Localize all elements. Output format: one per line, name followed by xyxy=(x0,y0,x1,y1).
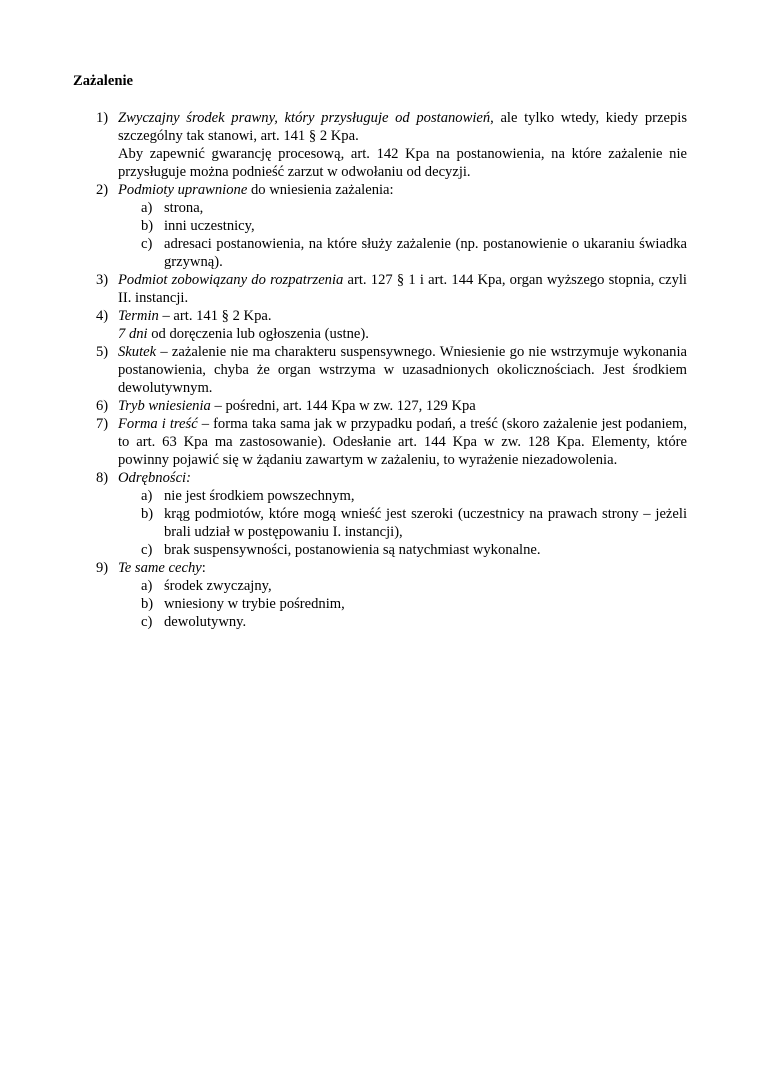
sub-item-text: dewolutywny. xyxy=(164,614,247,630)
list-item-number: 3) xyxy=(96,272,109,288)
sub-list-item xyxy=(118,487,687,505)
list-item-text xyxy=(118,343,687,397)
sub-item-text: krąg podmiotów, które mogą wnieść jest szeroki (uczestnicy na prawach strony – jeżeli brali udział w postępowaniu I. instancji), xyxy=(164,506,687,540)
list-item-text xyxy=(118,559,687,577)
item-extra-term: 7 dni xyxy=(118,326,148,342)
list-item-5 xyxy=(73,343,687,397)
sub-item-letter: c) xyxy=(141,614,153,630)
sub-item-letter: c) xyxy=(141,236,153,252)
item-description: do wniesienia zażalenia: xyxy=(247,182,394,198)
list-item-number: 2) xyxy=(96,182,109,198)
item-description: – art. 141 § 2 Kpa. xyxy=(158,308,272,324)
item-description: – zażalenie nie ma charakteru suspensywnego. Wniesienie go nie wstrzymuje wykonania postanowienia, chyba że organ wstrzyma w uzasadnionych okolicznościach. Jest środkiem dewolutywnym. xyxy=(118,344,687,396)
sub-item-text: brak suspensywności, postanowienia są natychmiast wykonalne. xyxy=(164,542,541,558)
sub-item-text: adresaci postanowienia, na które służy zażalenie (np. postanowienie o ukaraniu świadka grzywną). xyxy=(164,236,687,270)
sub-item-letter: a) xyxy=(141,200,153,216)
list-item-text xyxy=(118,397,687,415)
list-item-text xyxy=(118,271,687,307)
sub-list-item xyxy=(118,595,687,613)
sub-item-letter: a) xyxy=(141,578,153,594)
list-item-number: 7) xyxy=(96,416,109,432)
item-term: Podmioty uprawnione xyxy=(118,182,248,198)
item-description: , ale tylko wtedy, kiedy przepis szczególny tak stanowi, art. 141 § 2 Kpa. xyxy=(118,110,687,144)
list-item-extra xyxy=(118,325,687,343)
list-item-text xyxy=(118,307,687,325)
numbered-list xyxy=(73,109,687,631)
item-extra-description: od doręczenia lub ogłoszenia (ustne). xyxy=(147,326,369,342)
item-term: Zwyczajny środek prawny, który przysługuje od postanowień xyxy=(118,110,491,126)
sub-item-text: wniesiony w trybie pośrednim, xyxy=(164,596,345,612)
sub-item-text: strona, xyxy=(164,200,204,216)
sub-item-letter: b) xyxy=(141,218,154,234)
sub-list-item xyxy=(118,217,687,235)
item-description: : xyxy=(201,560,206,576)
list-item-number: 8) xyxy=(96,470,109,486)
item-term: Skutek xyxy=(118,344,157,360)
sub-list-item xyxy=(118,199,687,217)
item-term: Tryb wniesienia xyxy=(118,398,211,414)
list-item-3 xyxy=(73,271,687,307)
item-description: – pośredni, art. 144 Kpa w zw. 127, 129 Kpa xyxy=(210,398,476,414)
list-item-2 xyxy=(73,181,687,271)
list-item-6 xyxy=(73,397,687,415)
item-term: Te same cechy xyxy=(118,560,202,576)
list-item-8 xyxy=(73,469,687,559)
list-item-number: 1) xyxy=(96,110,109,126)
list-item-text xyxy=(118,181,687,199)
sub-list-item xyxy=(118,577,687,595)
sub-item-text: nie jest środkiem powszechnym, xyxy=(164,488,355,504)
list-item-7 xyxy=(73,415,687,469)
list-item-9 xyxy=(73,559,687,631)
sub-list-item xyxy=(118,541,687,559)
list-item-text xyxy=(118,415,687,469)
document-title: Zażalenie xyxy=(73,73,133,89)
sub-list-item xyxy=(118,613,687,631)
list-item-number: 6) xyxy=(96,398,109,414)
item-term: Odrębności: xyxy=(118,470,191,486)
item-description: art. 127 § 1 i art. 144 Kpa, organ wyższego stopnia, czyli II. instancji. xyxy=(118,272,687,306)
sub-item-text: środek zwyczajny, xyxy=(164,578,272,594)
list-item-extra: Aby zapewnić gwarancję procesową, art. 142 Kpa na postanowienia, na które zażalenie nie przysługuje można podnieść zarzut w odwołaniu od decyzji. xyxy=(118,146,687,180)
list-item-number: 5) xyxy=(96,344,109,360)
sub-item-letter: a) xyxy=(141,488,153,504)
list-item-number: 4) xyxy=(96,308,109,324)
list-item-4 xyxy=(73,307,687,343)
sub-list-item xyxy=(118,235,687,271)
item-term: Podmiot zobowiązany do rozpatrzenia xyxy=(118,272,344,288)
sub-item-letter: c) xyxy=(141,542,153,558)
sub-item-text: inni uczestnicy, xyxy=(164,218,255,234)
list-item-text xyxy=(118,469,687,487)
item-term: Termin xyxy=(118,308,159,324)
list-item-1 xyxy=(73,109,687,181)
sub-item-letter: b) xyxy=(141,506,154,522)
list-item-number: 9) xyxy=(96,560,109,576)
item-description: – forma taka sama jak w przypadku podań, a treść (skoro zażalenie jest podaniem, to art. 63 Kpa ma zastosowanie). Odesłanie art. 144 Kpa w zw. 128 Kpa. Elementy, które powinny pojawić się w żądaniu zawartym w zażaleniu, to wyrażenie niezadowolenia. xyxy=(118,416,687,468)
sub-list-item xyxy=(118,505,687,541)
item-term: Forma i treść xyxy=(118,416,198,432)
sub-item-letter: b) xyxy=(141,596,154,612)
list-item-text xyxy=(118,109,687,145)
